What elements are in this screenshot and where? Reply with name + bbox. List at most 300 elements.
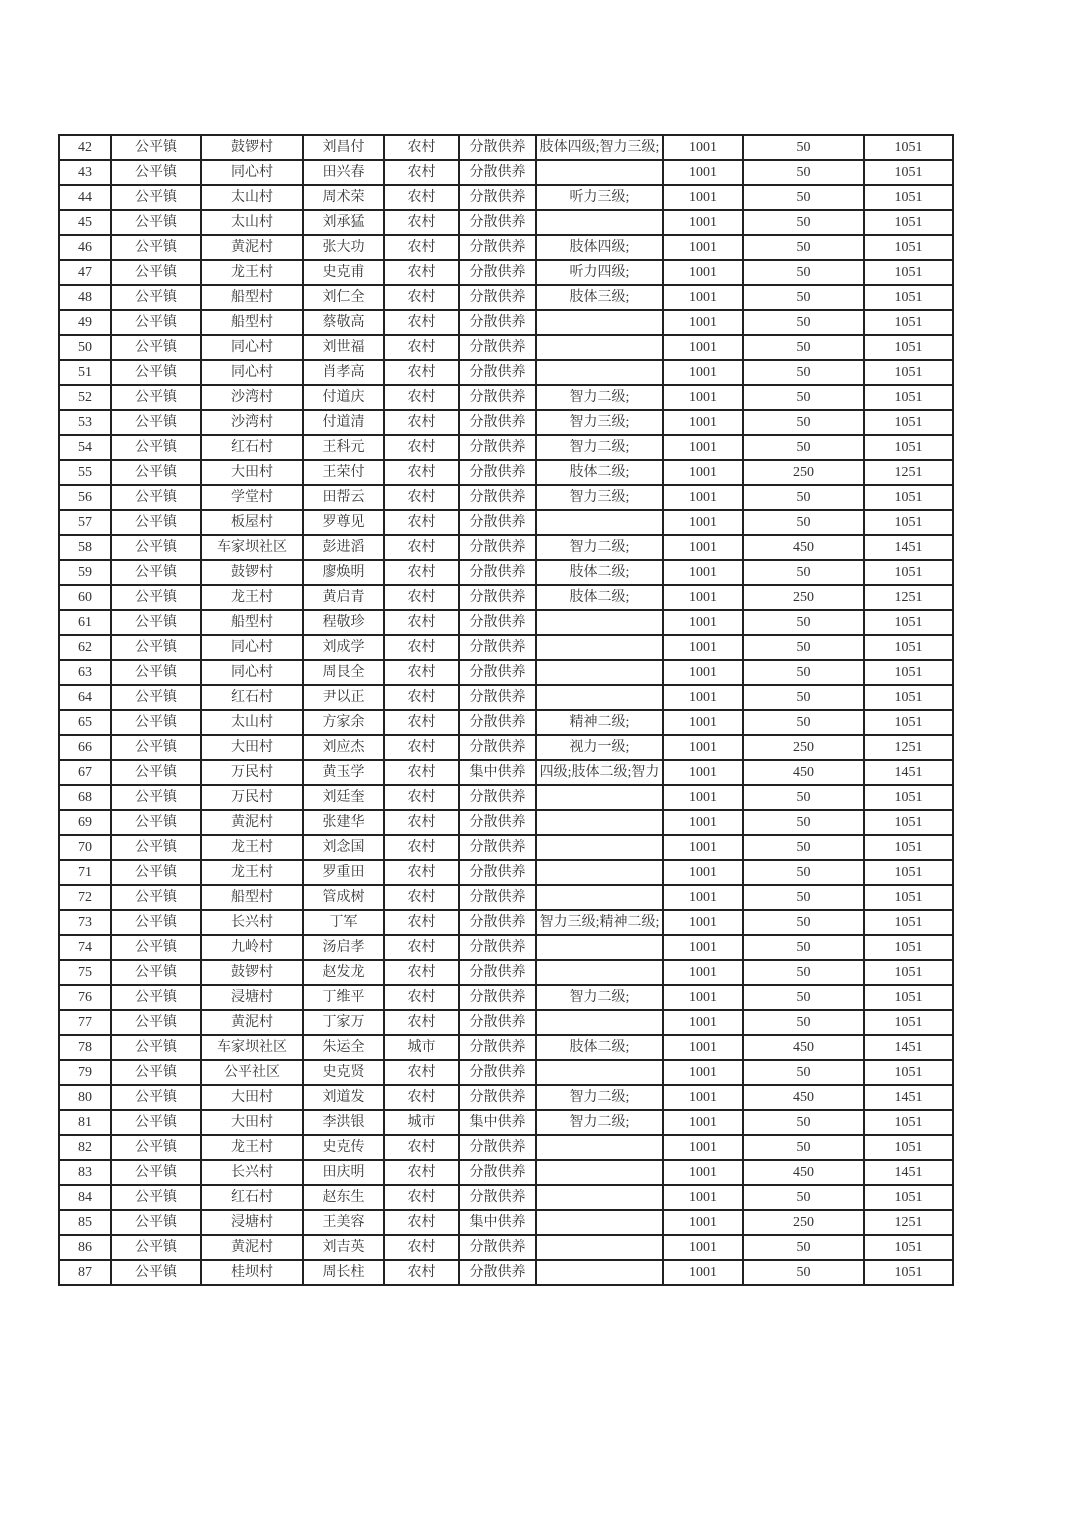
cell-person-name: 史克传 [303, 1135, 384, 1160]
cell-subsidy-amount: 50 [743, 660, 864, 685]
cell-base-amount: 1001 [663, 1260, 743, 1285]
cell-subsidy-amount: 50 [743, 1235, 864, 1260]
cell-disability-level: 肢体三级; [536, 285, 663, 310]
cell-base-amount: 1001 [663, 735, 743, 760]
cell-town: 公平镇 [111, 335, 201, 360]
cell-disability-level: 智力二级; [536, 1085, 663, 1110]
cell-person-name: 赵东生 [303, 1185, 384, 1210]
cell-row-number: 73 [59, 910, 111, 935]
cell-total-amount: 1051 [864, 610, 953, 635]
cell-row-number: 63 [59, 660, 111, 685]
cell-disability-level [536, 310, 663, 335]
cell-total-amount: 1251 [864, 585, 953, 610]
cell-village: 大田村 [201, 1085, 303, 1110]
cell-person-name: 周术荣 [303, 185, 384, 210]
cell-total-amount: 1051 [864, 310, 953, 335]
cell-subsidy-amount: 50 [743, 260, 864, 285]
cell-base-amount: 1001 [663, 835, 743, 860]
cell-town: 公平镇 [111, 860, 201, 885]
cell-base-amount: 1001 [663, 1160, 743, 1185]
cell-town: 公平镇 [111, 735, 201, 760]
cell-support-type: 分散供养 [459, 285, 536, 310]
cell-row-number: 74 [59, 935, 111, 960]
cell-base-amount: 1001 [663, 210, 743, 235]
cell-village: 鼓锣村 [201, 135, 303, 160]
cell-row-number: 47 [59, 260, 111, 285]
cell-village: 龙王村 [201, 835, 303, 860]
cell-support-type: 分散供养 [459, 560, 536, 585]
cell-village: 沙湾村 [201, 385, 303, 410]
cell-village: 同心村 [201, 660, 303, 685]
cell-disability-level [536, 210, 663, 235]
cell-town: 公平镇 [111, 435, 201, 460]
cell-person-name: 刘世福 [303, 335, 384, 360]
cell-row-number: 79 [59, 1060, 111, 1085]
cell-village: 太山村 [201, 185, 303, 210]
cell-area-type: 农村 [384, 485, 459, 510]
cell-town: 公平镇 [111, 285, 201, 310]
cell-support-type: 分散供养 [459, 935, 536, 960]
cell-support-type: 分散供养 [459, 1235, 536, 1260]
cell-town: 公平镇 [111, 585, 201, 610]
cell-area-type: 农村 [384, 860, 459, 885]
cell-area-type: 农村 [384, 1085, 459, 1110]
cell-support-type: 分散供养 [459, 185, 536, 210]
cell-town: 公平镇 [111, 1135, 201, 1160]
cell-disability-level: 肢体二级; [536, 560, 663, 585]
cell-support-type: 分散供养 [459, 435, 536, 460]
table-row [59, 185, 953, 210]
cell-subsidy-amount: 50 [743, 510, 864, 535]
cell-row-number: 68 [59, 785, 111, 810]
cell-person-name: 丁军 [303, 910, 384, 935]
cell-disability-level [536, 610, 663, 635]
cell-person-name: 刘昌付 [303, 135, 384, 160]
table-row [59, 435, 953, 460]
cell-support-type: 分散供养 [459, 135, 536, 160]
cell-village: 太山村 [201, 710, 303, 735]
cell-row-number: 76 [59, 985, 111, 1010]
cell-town: 公平镇 [111, 1235, 201, 1260]
cell-row-number: 52 [59, 385, 111, 410]
cell-village: 船型村 [201, 285, 303, 310]
cell-support-type: 分散供养 [459, 885, 536, 910]
cell-person-name: 史克甫 [303, 260, 384, 285]
cell-disability-level [536, 685, 663, 710]
cell-row-number: 81 [59, 1110, 111, 1135]
cell-village: 船型村 [201, 610, 303, 635]
cell-subsidy-amount: 250 [743, 1210, 864, 1235]
cell-disability-level [536, 885, 663, 910]
cell-base-amount: 1001 [663, 860, 743, 885]
cell-row-number: 82 [59, 1135, 111, 1160]
cell-town: 公平镇 [111, 460, 201, 485]
cell-area-type: 农村 [384, 310, 459, 335]
table-row [59, 1010, 953, 1035]
cell-town: 公平镇 [111, 385, 201, 410]
cell-support-type: 分散供养 [459, 385, 536, 410]
cell-area-type: 农村 [384, 135, 459, 160]
cell-area-type: 农村 [384, 385, 459, 410]
cell-person-name: 刘承猛 [303, 210, 384, 235]
cell-area-type: 农村 [384, 885, 459, 910]
cell-village: 红石村 [201, 685, 303, 710]
cell-row-number: 77 [59, 1010, 111, 1035]
cell-support-type: 分散供养 [459, 785, 536, 810]
cell-person-name: 李洪银 [303, 1110, 384, 1135]
cell-disability-level [536, 635, 663, 660]
cell-person-name: 刘吉英 [303, 1235, 384, 1260]
cell-subsidy-amount: 50 [743, 485, 864, 510]
cell-area-type: 农村 [384, 1235, 459, 1260]
table-row [59, 1035, 953, 1060]
table-row [59, 660, 953, 685]
cell-person-name: 蔡敬高 [303, 310, 384, 335]
cell-total-amount: 1051 [864, 685, 953, 710]
cell-support-type: 分散供养 [459, 410, 536, 435]
cell-disability-level: 智力二级; [536, 385, 663, 410]
cell-total-amount: 1051 [864, 360, 953, 385]
cell-village: 桂坝村 [201, 1260, 303, 1285]
cell-town: 公平镇 [111, 1010, 201, 1035]
cell-row-number: 60 [59, 585, 111, 610]
cell-disability-level: 四级;肢体二级;智力 [536, 760, 663, 785]
cell-town: 公平镇 [111, 635, 201, 660]
cell-subsidy-amount: 250 [743, 735, 864, 760]
cell-support-type: 分散供养 [459, 335, 536, 360]
cell-village: 学堂村 [201, 485, 303, 510]
cell-town: 公平镇 [111, 185, 201, 210]
table-row [59, 210, 953, 235]
cell-row-number: 71 [59, 860, 111, 885]
cell-row-number: 70 [59, 835, 111, 860]
cell-town: 公平镇 [111, 160, 201, 185]
cell-area-type: 农村 [384, 235, 459, 260]
table-row [59, 685, 953, 710]
cell-total-amount: 1051 [864, 1010, 953, 1035]
table-row [59, 810, 953, 835]
cell-base-amount: 1001 [663, 985, 743, 1010]
cell-support-type: 分散供养 [459, 160, 536, 185]
cell-person-name: 程敬珍 [303, 610, 384, 635]
cell-area-type: 农村 [384, 685, 459, 710]
cell-subsidy-amount: 450 [743, 1160, 864, 1185]
cell-person-name: 汤启孝 [303, 935, 384, 960]
cell-disability-level: 肢体二级; [536, 585, 663, 610]
cell-town: 公平镇 [111, 785, 201, 810]
cell-area-type: 农村 [384, 1185, 459, 1210]
cell-town: 公平镇 [111, 760, 201, 785]
cell-disability-level [536, 810, 663, 835]
table-row [59, 835, 953, 860]
cell-village: 板屋村 [201, 510, 303, 535]
cell-row-number: 65 [59, 710, 111, 735]
cell-total-amount: 1051 [864, 960, 953, 985]
cell-total-amount: 1051 [864, 1260, 953, 1285]
cell-total-amount: 1451 [864, 1160, 953, 1185]
table-row [59, 610, 953, 635]
cell-total-amount: 1051 [864, 635, 953, 660]
cell-support-type: 分散供养 [459, 1060, 536, 1085]
cell-base-amount: 1001 [663, 960, 743, 985]
cell-person-name: 尹以正 [303, 685, 384, 710]
table-row [59, 885, 953, 910]
cell-town: 公平镇 [111, 135, 201, 160]
cell-base-amount: 1001 [663, 310, 743, 335]
cell-town: 公平镇 [111, 610, 201, 635]
cell-subsidy-amount: 50 [743, 1010, 864, 1035]
cell-person-name: 刘成学 [303, 635, 384, 660]
cell-town: 公平镇 [111, 885, 201, 910]
cell-town: 公平镇 [111, 360, 201, 385]
cell-person-name: 朱运全 [303, 1035, 384, 1060]
table-row [59, 1260, 953, 1285]
cell-town: 公平镇 [111, 210, 201, 235]
cell-base-amount: 1001 [663, 185, 743, 210]
cell-row-number: 69 [59, 810, 111, 835]
cell-town: 公平镇 [111, 535, 201, 560]
cell-area-type: 农村 [384, 1060, 459, 1085]
cell-village: 龙王村 [201, 860, 303, 885]
cell-base-amount: 1001 [663, 610, 743, 635]
cell-disability-level [536, 860, 663, 885]
table-row [59, 360, 953, 385]
cell-base-amount: 1001 [663, 460, 743, 485]
cell-area-type: 农村 [384, 1160, 459, 1185]
cell-village: 万民村 [201, 760, 303, 785]
cell-support-type: 分散供养 [459, 685, 536, 710]
cell-support-type: 分散供养 [459, 1160, 536, 1185]
cell-person-name: 付道清 [303, 410, 384, 435]
cell-row-number: 75 [59, 960, 111, 985]
cell-person-name: 刘廷奎 [303, 785, 384, 810]
cell-subsidy-amount: 450 [743, 760, 864, 785]
cell-row-number: 62 [59, 635, 111, 660]
cell-area-type: 农村 [384, 910, 459, 935]
cell-town: 公平镇 [111, 260, 201, 285]
cell-support-type: 集中供养 [459, 1210, 536, 1235]
cell-area-type: 农村 [384, 635, 459, 660]
table-row [59, 1185, 953, 1210]
cell-row-number: 64 [59, 685, 111, 710]
cell-village: 长兴村 [201, 910, 303, 935]
cell-support-type: 分散供养 [459, 910, 536, 935]
cell-subsidy-amount: 50 [743, 960, 864, 985]
cell-base-amount: 1001 [663, 1235, 743, 1260]
cell-total-amount: 1051 [864, 985, 953, 1010]
cell-support-type: 分散供养 [459, 660, 536, 685]
cell-base-amount: 1001 [663, 485, 743, 510]
cell-total-amount: 1251 [864, 460, 953, 485]
cell-person-name: 王美容 [303, 1210, 384, 1235]
cell-town: 公平镇 [111, 985, 201, 1010]
cell-village: 同心村 [201, 335, 303, 360]
cell-total-amount: 1051 [864, 910, 953, 935]
cell-row-number: 42 [59, 135, 111, 160]
table-row [59, 1135, 953, 1160]
cell-area-type: 农村 [384, 785, 459, 810]
cell-base-amount: 1001 [663, 535, 743, 560]
cell-subsidy-amount: 50 [743, 435, 864, 460]
cell-area-type: 农村 [384, 710, 459, 735]
cell-base-amount: 1001 [663, 910, 743, 935]
cell-town: 公平镇 [111, 560, 201, 585]
cell-area-type: 农村 [384, 935, 459, 960]
table-row [59, 1235, 953, 1260]
cell-subsidy-amount: 50 [743, 335, 864, 360]
cell-row-number: 67 [59, 760, 111, 785]
cell-support-type: 分散供养 [459, 310, 536, 335]
cell-area-type: 农村 [384, 760, 459, 785]
cell-total-amount: 1051 [864, 385, 953, 410]
cell-total-amount: 1051 [864, 335, 953, 360]
cell-base-amount: 1001 [663, 935, 743, 960]
cell-subsidy-amount: 50 [743, 785, 864, 810]
cell-disability-level: 智力三级; [536, 485, 663, 510]
cell-village: 红石村 [201, 1185, 303, 1210]
cell-row-number: 66 [59, 735, 111, 760]
cell-total-amount: 1451 [864, 1085, 953, 1110]
cell-total-amount: 1451 [864, 1035, 953, 1060]
cell-subsidy-amount: 50 [743, 1260, 864, 1285]
cell-disability-level: 视力一级; [536, 735, 663, 760]
cell-person-name: 方家余 [303, 710, 384, 735]
table-row [59, 285, 953, 310]
cell-area-type: 农村 [384, 410, 459, 435]
cell-total-amount: 1451 [864, 760, 953, 785]
cell-disability-level: 听力四级; [536, 260, 663, 285]
cell-row-number: 85 [59, 1210, 111, 1235]
cell-base-amount: 1001 [663, 360, 743, 385]
table-row [59, 1085, 953, 1110]
cell-person-name: 田帮云 [303, 485, 384, 510]
cell-person-name: 罗尊见 [303, 510, 384, 535]
cell-subsidy-amount: 250 [743, 585, 864, 610]
cell-disability-level [536, 335, 663, 360]
table-row [59, 935, 953, 960]
cell-support-type: 分散供养 [459, 535, 536, 560]
cell-person-name: 肖孝高 [303, 360, 384, 385]
table-row [59, 710, 953, 735]
table-row [59, 335, 953, 360]
cell-base-amount: 1001 [663, 435, 743, 460]
cell-base-amount: 1001 [663, 685, 743, 710]
cell-area-type: 农村 [384, 435, 459, 460]
cell-subsidy-amount: 50 [743, 610, 864, 635]
cell-subsidy-amount: 50 [743, 410, 864, 435]
cell-support-type: 分散供养 [459, 610, 536, 635]
table-row [59, 960, 953, 985]
cell-support-type: 分散供养 [459, 835, 536, 860]
cell-area-type: 农村 [384, 660, 459, 685]
cell-disability-level [536, 1135, 663, 1160]
cell-subsidy-amount: 50 [743, 210, 864, 235]
cell-area-type: 农村 [384, 585, 459, 610]
cell-town: 公平镇 [111, 835, 201, 860]
cell-support-type: 分散供养 [459, 985, 536, 1010]
cell-area-type: 农村 [384, 160, 459, 185]
cell-town: 公平镇 [111, 935, 201, 960]
cell-village: 黄泥村 [201, 1010, 303, 1035]
cell-total-amount: 1051 [864, 435, 953, 460]
cell-total-amount: 1051 [864, 1060, 953, 1085]
table-row [59, 510, 953, 535]
cell-total-amount: 1051 [864, 1135, 953, 1160]
cell-total-amount: 1051 [864, 160, 953, 185]
cell-village: 红石村 [201, 435, 303, 460]
cell-subsidy-amount: 50 [743, 860, 864, 885]
cell-subsidy-amount: 50 [743, 160, 864, 185]
cell-town: 公平镇 [111, 910, 201, 935]
cell-base-amount: 1001 [663, 1010, 743, 1035]
cell-area-type: 农村 [384, 360, 459, 385]
cell-row-number: 46 [59, 235, 111, 260]
cell-area-type: 农村 [384, 535, 459, 560]
cell-area-type: 农村 [384, 510, 459, 535]
table-row [59, 235, 953, 260]
cell-total-amount: 1051 [864, 510, 953, 535]
cell-village: 长兴村 [201, 1160, 303, 1185]
cell-disability-level: 肢体四级; [536, 235, 663, 260]
cell-row-number: 50 [59, 335, 111, 360]
cell-disability-level: 智力二级; [536, 985, 663, 1010]
cell-base-amount: 1001 [663, 1185, 743, 1210]
cell-person-name: 刘念国 [303, 835, 384, 860]
cell-village: 鼓锣村 [201, 560, 303, 585]
cell-town: 公平镇 [111, 810, 201, 835]
cell-village: 大田村 [201, 1110, 303, 1135]
cell-base-amount: 1001 [663, 135, 743, 160]
cell-base-amount: 1001 [663, 635, 743, 660]
cell-person-name: 田兴春 [303, 160, 384, 185]
cell-subsidy-amount: 50 [743, 885, 864, 910]
cell-total-amount: 1051 [864, 935, 953, 960]
cell-row-number: 51 [59, 360, 111, 385]
cell-town: 公平镇 [111, 510, 201, 535]
cell-subsidy-amount: 50 [743, 560, 864, 585]
cell-base-amount: 1001 [663, 1085, 743, 1110]
cell-person-name: 王科元 [303, 435, 384, 460]
cell-total-amount: 1051 [864, 210, 953, 235]
cell-base-amount: 1001 [663, 810, 743, 835]
table-row [59, 385, 953, 410]
cell-support-type: 分散供养 [459, 585, 536, 610]
cell-total-amount: 1051 [864, 185, 953, 210]
cell-person-name: 田庆明 [303, 1160, 384, 1185]
cell-area-type: 农村 [384, 285, 459, 310]
cell-area-type: 农村 [384, 610, 459, 635]
cell-total-amount: 1451 [864, 535, 953, 560]
cell-total-amount: 1251 [864, 1210, 953, 1235]
cell-area-type: 农村 [384, 1135, 459, 1160]
cell-disability-level [536, 785, 663, 810]
cell-support-type: 分散供养 [459, 485, 536, 510]
cell-area-type: 农村 [384, 960, 459, 985]
cell-village: 黄泥村 [201, 235, 303, 260]
cell-subsidy-amount: 50 [743, 185, 864, 210]
cell-support-type: 分散供养 [459, 260, 536, 285]
cell-support-type: 分散供养 [459, 810, 536, 835]
cell-town: 公平镇 [111, 410, 201, 435]
cell-row-number: 57 [59, 510, 111, 535]
cell-disability-level: 肢体四级;智力三级; [536, 135, 663, 160]
cell-person-name: 付道庆 [303, 385, 384, 410]
cell-base-amount: 1001 [663, 160, 743, 185]
cell-village: 浸塘村 [201, 985, 303, 1010]
cell-support-type: 分散供养 [459, 235, 536, 260]
cell-row-number: 43 [59, 160, 111, 185]
table-row [59, 760, 953, 785]
